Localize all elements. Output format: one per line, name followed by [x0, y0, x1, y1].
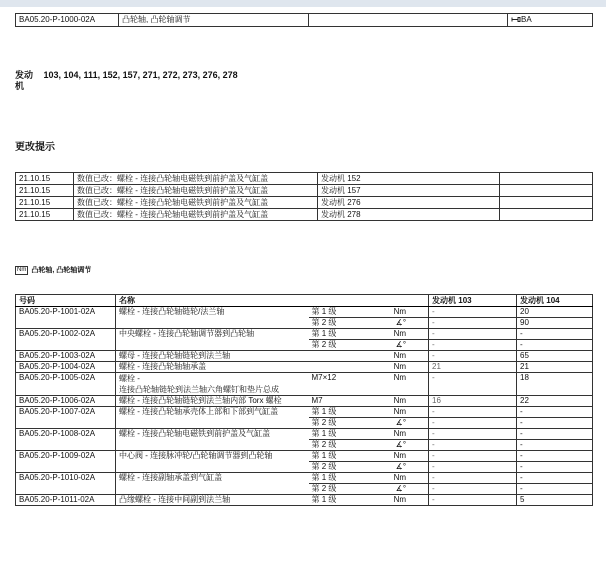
row-value-104: 20 — [517, 307, 593, 318]
row-value-104: 18 — [517, 373, 593, 396]
table-row — [16, 429, 593, 440]
col-engine-103: 发动机 103 — [429, 295, 517, 307]
row-unit: ∡° — [369, 418, 429, 429]
row-code: BA05.20-P-1009-02A — [16, 451, 116, 473]
row-code: BA05.20-P-1002-02A — [16, 329, 116, 351]
row-stage: 第 1 级 — [309, 495, 369, 506]
engine-label — [15, 70, 41, 92]
change-text: 数值已改：螺栓 - 连接凸轮轴电磁铁到前护盖及气缸盖 — [74, 209, 318, 221]
torque-subsection-title — [15, 265, 91, 275]
row-unit: Nm — [369, 451, 429, 462]
row-value-104: 65 — [517, 351, 593, 362]
col-number: 号码 — [16, 295, 116, 307]
change-engine: 发动机 152 — [318, 173, 500, 185]
row-stage: 第 1 级 — [309, 473, 369, 484]
row-stage: 第 1 级 — [309, 329, 369, 340]
ba-label: BA — [521, 15, 532, 24]
change-note-row — [16, 185, 593, 197]
row-unit: ∡° — [369, 440, 429, 451]
row-unit: ∡° — [369, 462, 429, 473]
row-value-103: - — [429, 373, 517, 396]
change-engine: 发动机 278 — [318, 209, 500, 221]
row-value-103: 16 — [429, 396, 517, 407]
row-value-103: - — [429, 318, 517, 329]
row-unit: ∡° — [369, 340, 429, 351]
row-name-line2: 连接凸轮轴链轮到法兰轴六角螺钉和垫片总成 — [119, 385, 279, 394]
table-row — [16, 329, 593, 340]
subsection-title: 凸轮轴, 凸轮轴调节 — [31, 267, 92, 274]
engine-label-line1: 发动 — [15, 70, 34, 80]
row-value-103: - — [429, 340, 517, 351]
row-unit: Nm — [369, 351, 429, 362]
row-stage: 第 1 级 — [309, 307, 369, 318]
row-code: BA05.20-P-1006-02A — [16, 396, 116, 407]
doc-title: 凸轮轴, 凸轮轴调节 — [119, 14, 309, 27]
change-note-row — [16, 209, 593, 221]
row-unit: ∡° — [369, 484, 429, 495]
torque-table-wrap — [15, 294, 605, 563]
row-stage: 第 2 级 — [309, 484, 369, 495]
row-value-103: - — [429, 429, 517, 440]
change-note-row — [16, 173, 593, 185]
row-code: BA05.20-P-1004-02A — [16, 362, 116, 373]
row-code: BA05.20-P-1011-02A — [16, 495, 116, 506]
table-row — [16, 373, 593, 396]
row-value-103: 21 — [429, 362, 517, 373]
row-value-104: 22 — [517, 396, 593, 407]
row-unit: Nm — [369, 396, 429, 407]
header-empty-cell — [309, 14, 508, 27]
row-stage: 第 1 级 — [309, 451, 369, 462]
row-value-104: - — [517, 462, 593, 473]
row-name — [116, 373, 309, 396]
row-unit: Nm — [369, 329, 429, 340]
change-empty — [500, 185, 593, 197]
row-name: 螺栓 - 连接凸轮轴承壳体上部和下部到气缸盖 — [116, 407, 309, 429]
torque-table — [15, 294, 593, 506]
change-date: 21.10.15 — [16, 197, 74, 209]
change-notes-heading: 更改提示 — [15, 142, 55, 153]
row-unit: Nm — [369, 495, 429, 506]
row-value-103: - — [429, 495, 517, 506]
row-stage: 第 1 级 — [309, 407, 369, 418]
row-code: BA05.20-P-1010-02A — [16, 473, 116, 495]
engine-label-line2: 机 — [15, 81, 25, 91]
row-stage: 第 2 级 — [309, 440, 369, 451]
col-name: 名称 — [116, 295, 429, 307]
row-code: BA05.20-P-1003-02A — [16, 351, 116, 362]
row-value-104: 5 — [517, 495, 593, 506]
row-name: 中央螺栓 - 连接凸轮轴调节器到凸轮轴 — [116, 329, 309, 351]
row-code: BA05.20-P-1008-02A — [16, 429, 116, 451]
row-name: 螺栓 - 连接凸轮轴轴承盖 — [116, 362, 309, 373]
table-row — [16, 307, 593, 318]
row-unit: Nm — [369, 407, 429, 418]
row-value-103: - — [429, 329, 517, 340]
row-name: 螺栓 - 连接凸轮轴链轮到法兰轴内部 Torx 螺栓 — [116, 396, 309, 407]
row-value-104: - — [517, 440, 593, 451]
row-value-103: - — [429, 473, 517, 484]
row-name-line1: 螺栓 - — [119, 374, 140, 383]
table-row — [16, 351, 593, 362]
row-value-103: - — [429, 307, 517, 318]
row-value-103: - — [429, 451, 517, 462]
row-unit: Nm — [369, 429, 429, 440]
row-name: 中心阀 - 连接脉冲轮/凸轮轴调节器到凸轮轴 — [116, 451, 309, 473]
table-row — [16, 407, 593, 418]
row-code: BA05.20-P-1007-02A — [16, 407, 116, 429]
change-text: 数值已改：螺栓 - 连接凸轮轴电磁铁到前护盖及气缸盖 — [74, 173, 318, 185]
torque-icon: Nm — [17, 266, 27, 273]
row-stage: 第 2 级 — [309, 318, 369, 329]
ba-cell — [508, 14, 593, 27]
change-note-row — [16, 197, 593, 209]
row-stage — [309, 362, 369, 373]
row-value-103: - — [429, 407, 517, 418]
change-text: 数值已改：螺栓 - 连接凸轮轴电磁铁到前护盖及气缸盖 — [74, 197, 318, 209]
engine-numbers: 103, 104, 111, 152, 157, 271, 272, 273, 276, 278 — [43, 70, 238, 80]
change-date: 21.10.15 — [16, 209, 74, 221]
top-bar — [0, 0, 606, 7]
change-empty — [500, 173, 593, 185]
row-value-104: - — [517, 340, 593, 351]
row-unit: Nm — [369, 307, 429, 318]
row-value-103: - — [429, 351, 517, 362]
table-row — [16, 362, 593, 373]
row-value-104: 90 — [517, 318, 593, 329]
wrench-icon — [511, 16, 521, 23]
col-engine-104: 发动机 104 — [517, 295, 593, 307]
row-unit: Nm — [369, 362, 429, 373]
change-engine: 发动机 276 — [318, 197, 500, 209]
row-unit: Nm — [369, 373, 429, 396]
engine-line — [15, 70, 238, 92]
row-value-104: - — [517, 473, 593, 484]
row-stage — [309, 351, 369, 362]
row-value-104: - — [517, 418, 593, 429]
row-name: 螺栓 - 连接副轴承盖到气缸盖 — [116, 473, 309, 495]
row-value-103: - — [429, 484, 517, 495]
table-row — [16, 396, 593, 407]
row-value-104: - — [517, 451, 593, 462]
row-stage: M7×12 — [309, 373, 369, 396]
row-value-104: - — [517, 484, 593, 495]
table-row — [16, 473, 593, 484]
table-row — [16, 495, 593, 506]
row-name: 螺母 - 连接凸轮轴链轮到法兰轴 — [116, 351, 309, 362]
row-name: 凸缘螺栓 - 连接中间副到法兰轴 — [116, 495, 309, 506]
change-empty — [500, 197, 593, 209]
row-code: BA05.20-P-1005-02A — [16, 373, 116, 396]
row-code: BA05.20-P-1001-02A — [16, 307, 116, 329]
row-unit: ∡° — [369, 318, 429, 329]
row-stage: 第 2 级 — [309, 340, 369, 351]
doc-code: BA05.20-P-1000-02A — [16, 14, 119, 27]
row-value-103: - — [429, 418, 517, 429]
row-value-104: 21 — [517, 362, 593, 373]
row-stage: 第 2 级 — [309, 462, 369, 473]
change-engine: 发动机 157 — [318, 185, 500, 197]
row-value-103: - — [429, 462, 517, 473]
row-stage: 第 1 级 — [309, 429, 369, 440]
change-date: 21.10.15 — [16, 173, 74, 185]
row-name: 螺栓 - 连接凸轮轴链轮/法兰轴 — [116, 307, 309, 329]
change-date: 21.10.15 — [16, 185, 74, 197]
row-value-103: - — [429, 440, 517, 451]
document-header — [15, 13, 593, 27]
change-text: 数值已改：螺栓 - 连接凸轮轴电磁铁到前护盖及气缸盖 — [74, 185, 318, 197]
row-name: 螺栓 - 连接凸轮轴电磁铁到前护盖及气缸盖 — [116, 429, 309, 451]
change-empty — [500, 209, 593, 221]
row-unit: Nm — [369, 473, 429, 484]
change-notes-table — [15, 172, 593, 221]
row-stage: 第 2 级 — [309, 418, 369, 429]
row-value-104: - — [517, 429, 593, 440]
table-row — [16, 451, 593, 462]
row-value-104: - — [517, 329, 593, 340]
row-value-104: - — [517, 407, 593, 418]
row-stage: M7 — [309, 396, 369, 407]
